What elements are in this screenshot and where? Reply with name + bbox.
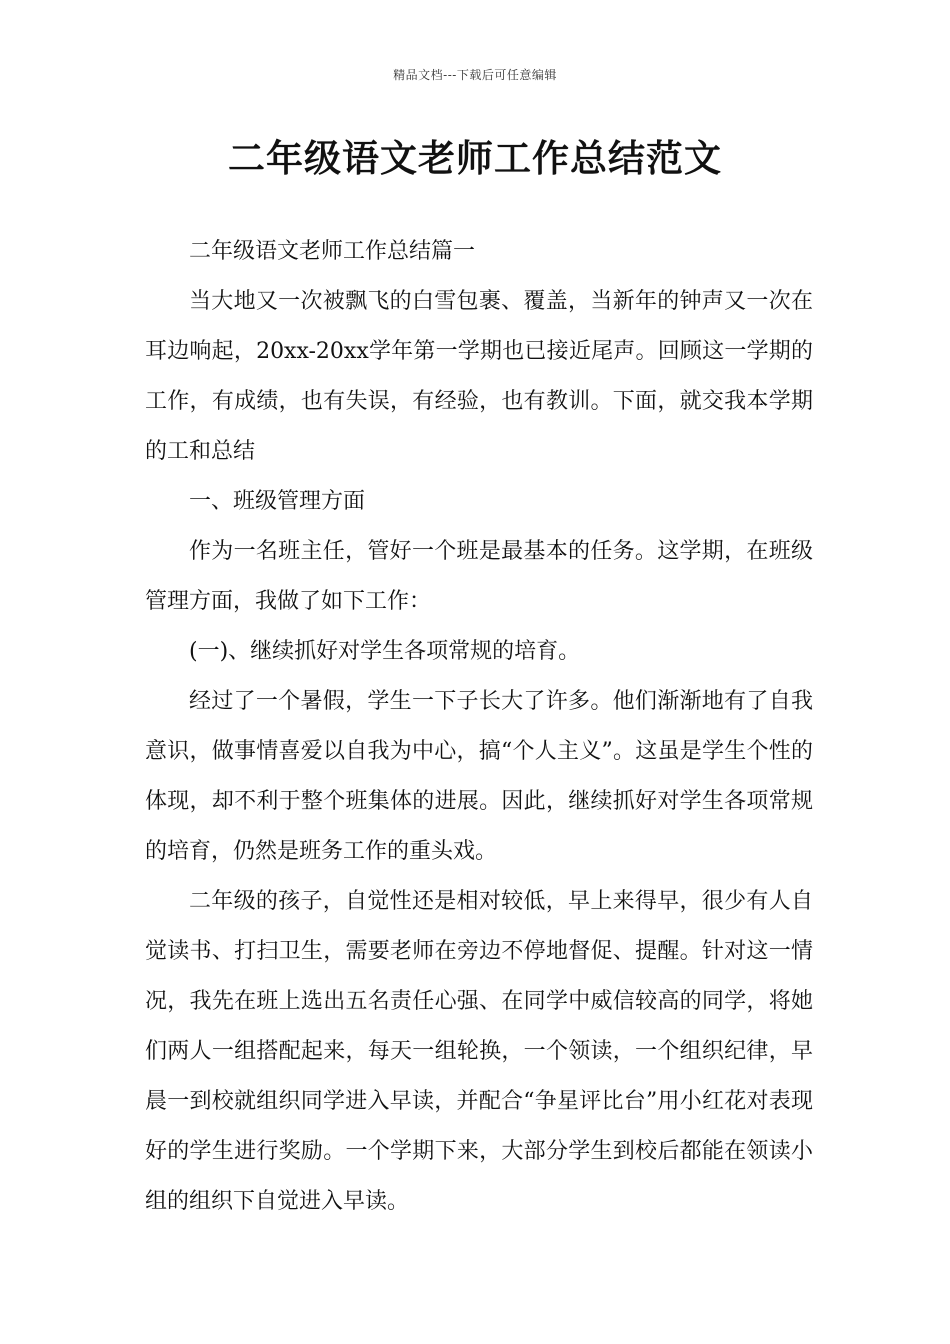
section-heading: 二年级语文老师工作总结篇一 xyxy=(189,239,476,264)
paragraph: 当大地又一次被飘飞的白雪包裹、覆盖，当新年的钟声又一次在耳边响起，20xx-20xx学年第一学期也已接近尾声。回顾这一学期的工作，有成绩，也有失误，有经验，也有教训。下面，就交我本学期的工和总结 xyxy=(145,289,813,464)
document-body xyxy=(145,227,813,1227)
document-title: 二年级语文老师工作总结范文 xyxy=(228,137,722,180)
paragraph: 作为一名班主任，管好一个班是最基本的任务。这学期，在班级管理方面，我做了如下工作： xyxy=(145,539,813,614)
subsection-heading: (一)、继续抓好对学生各项常规的培育。 xyxy=(189,639,581,664)
section-heading: 一、班级管理方面 xyxy=(189,489,366,514)
paragraph: 经过了一个暑假，学生一下子长大了许多。他们渐渐地有了自我意识，做事情喜爱以自我为中心，搞“个人主义”。这虽是学生个性的体现，却不利于整个班集体的进展。因此，继续抓好对学生各项常规的培育，仍然是班务工作的重头戏。 xyxy=(145,689,813,864)
header-note: 精品文档---下载后可任意编辑 xyxy=(393,68,557,82)
paragraph: 二年级的孩子，自觉性还是相对较低，早上来得早，很少有人自觉读书、打扫卫生，需要老师在旁边不停地督促、提醒。针对这一情况，我先在班上选出五名责任心强、在同学中威信较高的同学，将她们两人一组搭配起来，每天一组轮换，一个领读，一个组织纪律，早晨一到校就组织同学进入早读，并配合“争星评比台”用小红花对表现好的学生进行奖励。一个学期下来，大部分学生到校后都能在领读小组的组织下自觉进入早读。 xyxy=(145,889,813,1214)
